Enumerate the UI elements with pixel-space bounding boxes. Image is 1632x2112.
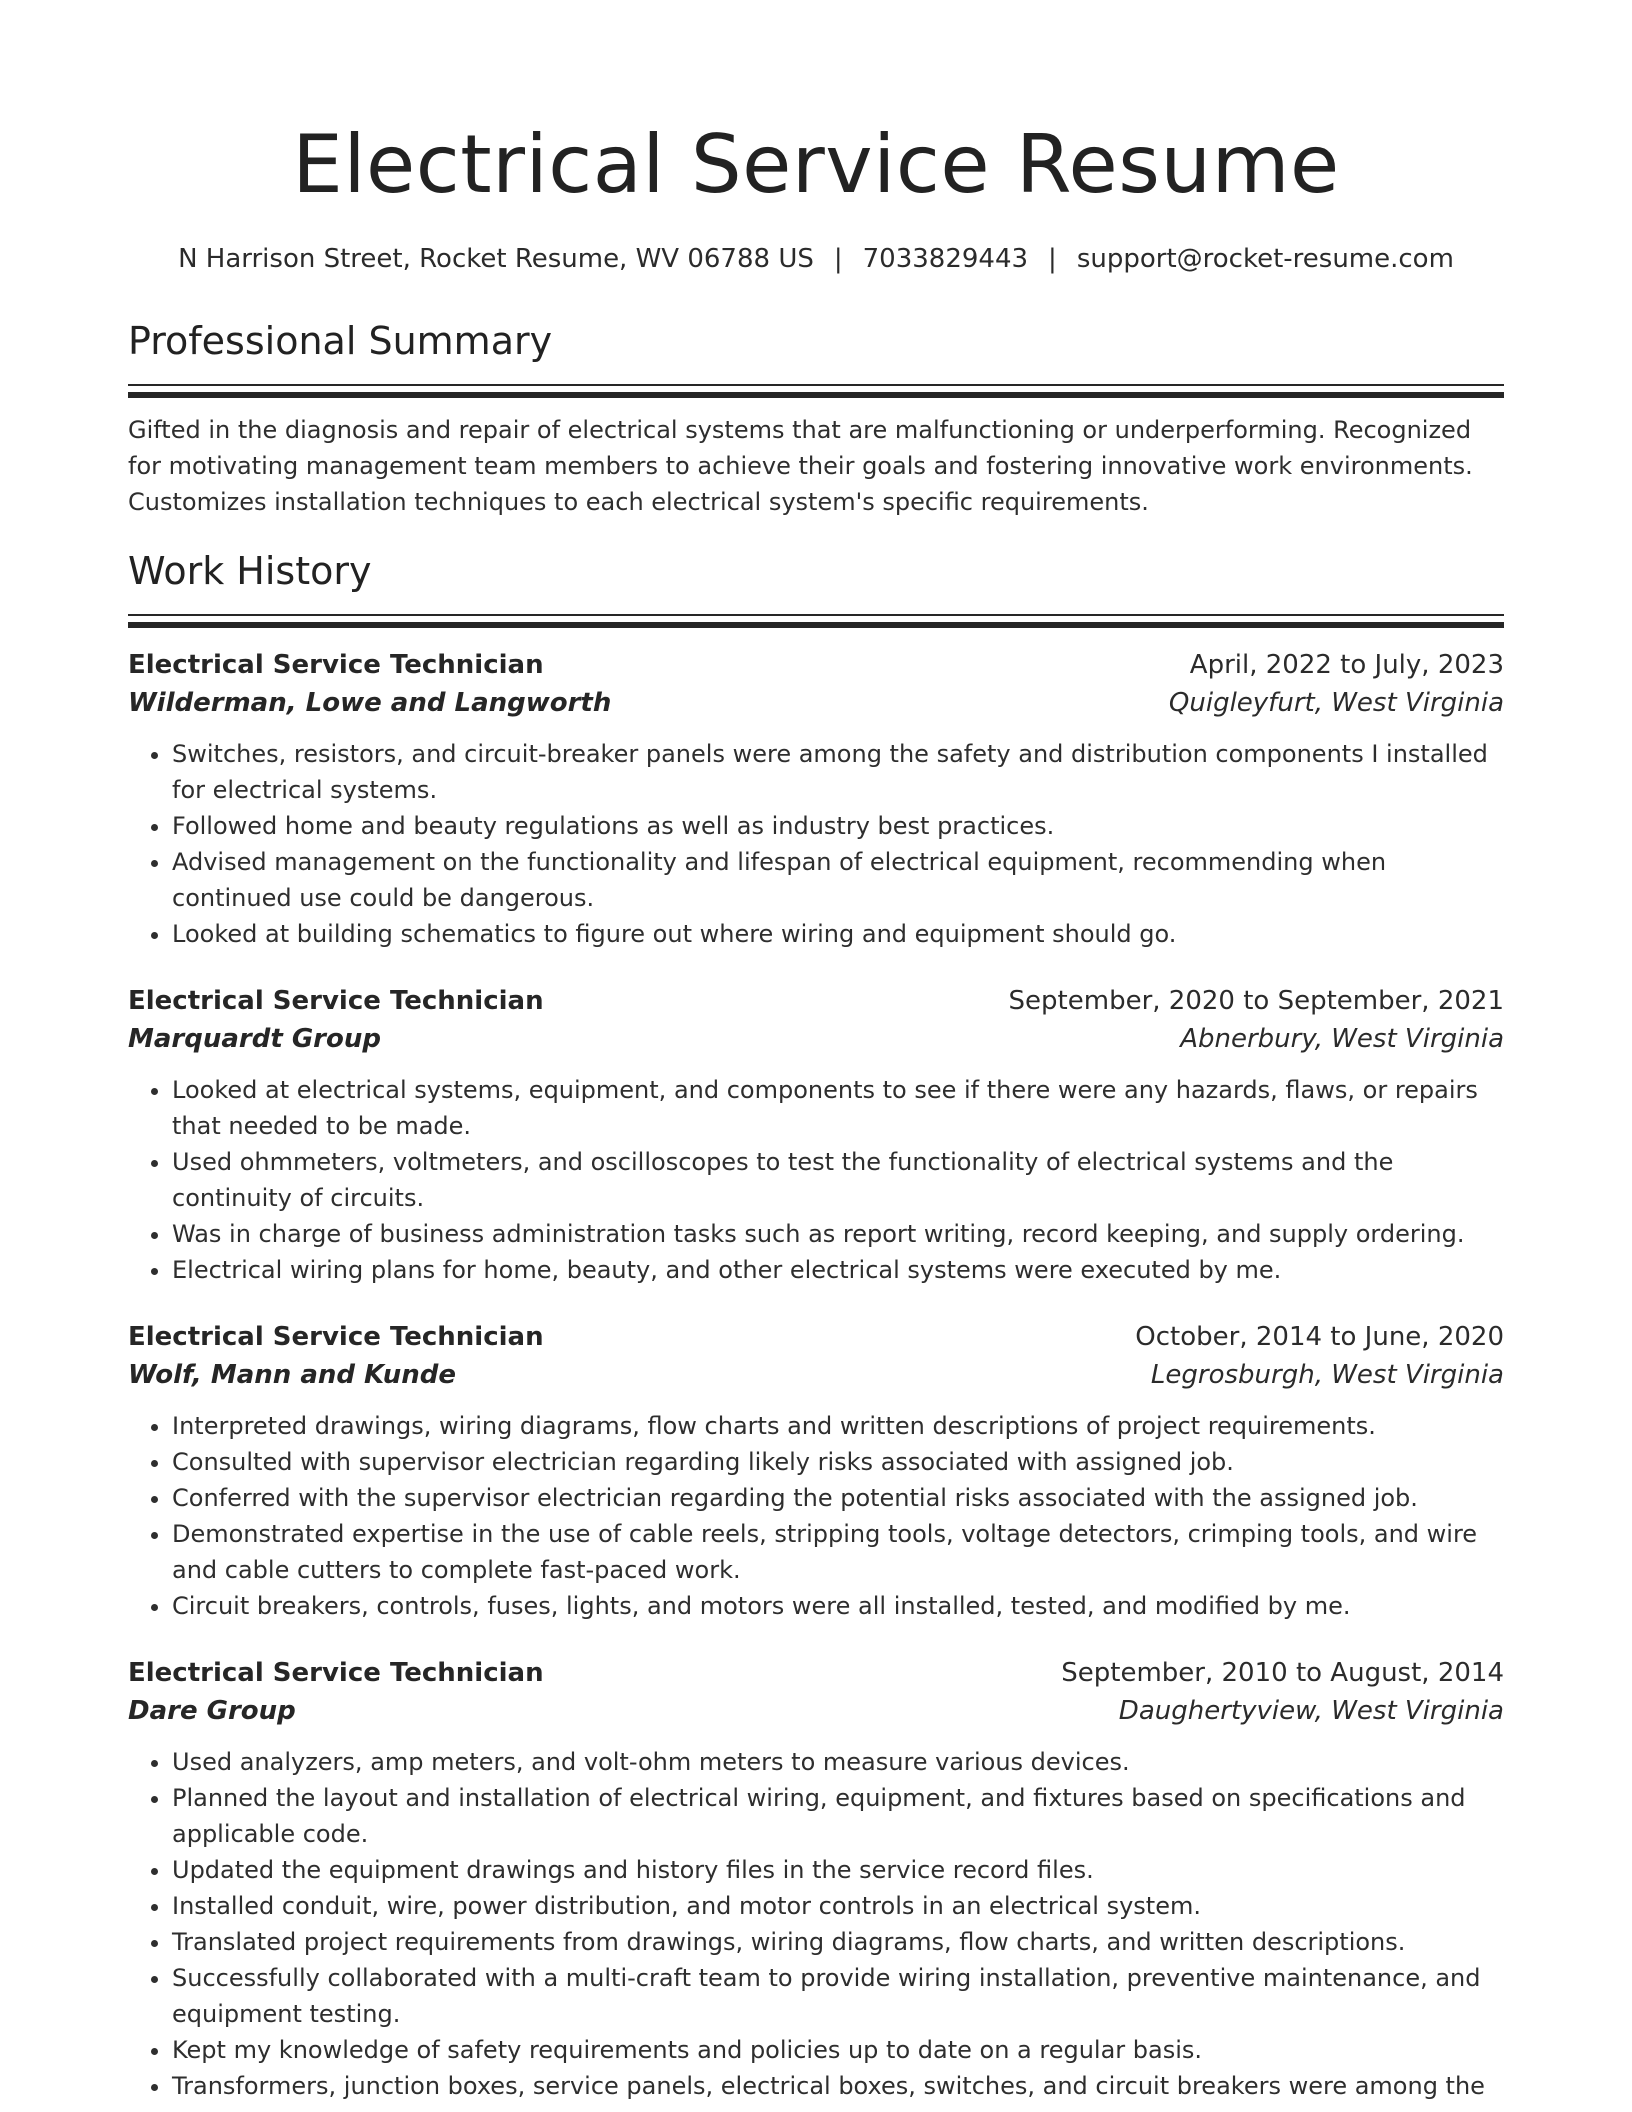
job-entry <box>128 1318 1504 1624</box>
job-duty: • Advised management on the functionality and lifespan of electrical equipment, recommending when continued use could be dangerous. <box>172 844 1504 916</box>
job-dates: October, 2014 to June, 2020 <box>1135 1322 1504 1352</box>
job-duty: • Translated project requirements from drawings, wiring diagrams, flow charts, and written descriptions. <box>172 1924 1504 1960</box>
contact-line <box>128 242 1504 276</box>
job-location: Quigleyfurt, West Virginia <box>1168 688 1504 718</box>
company-name: Wolf, Mann and Kunde <box>128 1360 457 1390</box>
job-duties-list <box>128 1744 1504 2104</box>
job-entry <box>128 646 1504 952</box>
job-duty: • Followed home and beauty regulations as well as industry best practices. <box>172 808 1504 844</box>
job-duty: • Used analyzers, amp meters, and volt-ohm meters to measure various devices. <box>172 1744 1504 1780</box>
job-duty: • Electrical wiring plans for home, beauty, and other electrical systems were executed by me. <box>172 1252 1504 1288</box>
section-divider <box>128 384 1504 398</box>
address-text: N Harrison Street, Rocket Resume, WV 06788 US <box>178 244 814 274</box>
company-name: Wilderman, Lowe and Langworth <box>128 688 612 718</box>
email-text: support@rocket-resume.com <box>1076 244 1454 274</box>
contact-separator: | <box>833 244 843 274</box>
summary-text: Gifted in the diagnosis and repair of electrical systems that are malfunctioning or underperforming. Recognized for motivating management team members to achieve their goals and fostering innovative work environments. Customizes installation techniques to each electrical system's specific requirements. <box>128 416 1473 516</box>
job-location: Abnerbury, West Virginia <box>1180 1024 1504 1054</box>
job-dates: September, 2020 to September, 2021 <box>1008 986 1504 1016</box>
resume-page <box>128 0 1504 2104</box>
resume-title: Electrical Service Resume <box>292 118 1340 211</box>
job-duty: • Switches, resistors, and circuit-breaker panels were among the safety and distribution components I installed for electrical systems. <box>172 736 1504 808</box>
professional-summary-section <box>128 318 1504 520</box>
company-name: Marquardt Group <box>128 1024 381 1054</box>
phone-text: 7033829443 <box>862 244 1029 274</box>
job-duties-list <box>128 736 1504 952</box>
job-duty: • Consulted with supervisor electrician regarding likely risks associated with assigned job. <box>172 1444 1504 1480</box>
job-entry <box>128 1654 1504 2104</box>
job-duty: • Circuit breakers, controls, fuses, lights, and motors were all installed, tested, and modified by me. <box>172 1588 1504 1624</box>
job-duty: • Looked at electrical systems, equipment, and components to see if there were any hazards, flaws, or repairs that needed to be made. <box>172 1072 1504 1144</box>
job-duty: • Conferred with the supervisor electrician regarding the potential risks associated with the assigned job. <box>172 1480 1504 1516</box>
job-duty: • Transformers, junction boxes, service panels, electrical boxes, switches, and circuit breakers were among the <box>172 2068 1504 2104</box>
job-duty: • Used ohmmeters, voltmeters, and oscilloscopes to test the functionality of electrical systems and the continuity of circuits. <box>172 1144 1504 1216</box>
job-duties-list <box>128 1408 1504 1624</box>
job-title: Electrical Service Technician <box>128 986 544 1016</box>
job-duty: • Successfully collaborated with a multi-craft team to provide wiring installation, preventive maintenance, and equipment testing. <box>172 1960 1504 2032</box>
job-title: Electrical Service Technician <box>128 650 544 680</box>
job-duties-list <box>128 1072 1504 1288</box>
job-duty: • Installed conduit, wire, power distribution, and motor controls in an electrical system. <box>172 1888 1504 1924</box>
company-name: Dare Group <box>128 1696 296 1726</box>
job-location: Legrosburgh, West Virginia <box>1150 1360 1504 1390</box>
job-duty: • Updated the equipment drawings and history files in the service record files. <box>172 1852 1504 1888</box>
job-dates: April, 2022 to July, 2023 <box>1189 650 1504 680</box>
job-title: Electrical Service Technician <box>128 1322 544 1352</box>
section-divider <box>128 614 1504 628</box>
job-duty: • Kept my knowledge of safety requirements and policies up to date on a regular basis. <box>172 2032 1504 2068</box>
work-history-section <box>128 548 1504 2104</box>
job-title: Electrical Service Technician <box>128 1658 544 1688</box>
job-entry <box>128 982 1504 1288</box>
section-heading: Professional Summary <box>128 319 553 363</box>
job-location: Daughertyview, West Virginia <box>1118 1696 1504 1726</box>
job-dates: September, 2010 to August, 2014 <box>1061 1658 1504 1688</box>
job-duty: • Was in charge of business administration tasks such as report writing, record keeping, and supply ordering. <box>172 1216 1504 1252</box>
job-duty: • Planned the layout and installation of electrical wiring, equipment, and fixtures based on specifications and applicable code. <box>172 1780 1504 1852</box>
job-duty: • Demonstrated expertise in the use of cable reels, stripping tools, voltage detectors, crimping tools, and wire and cable cutters to complete fast-paced work. <box>172 1516 1504 1588</box>
job-duty: • Looked at building schematics to figure out where wiring and equipment should go. <box>172 916 1504 952</box>
section-heading: Work History <box>128 549 372 593</box>
contact-separator: | <box>1048 244 1057 274</box>
job-duty: • Interpreted drawings, wiring diagrams, flow charts and written descriptions of project requirements. <box>172 1408 1504 1444</box>
